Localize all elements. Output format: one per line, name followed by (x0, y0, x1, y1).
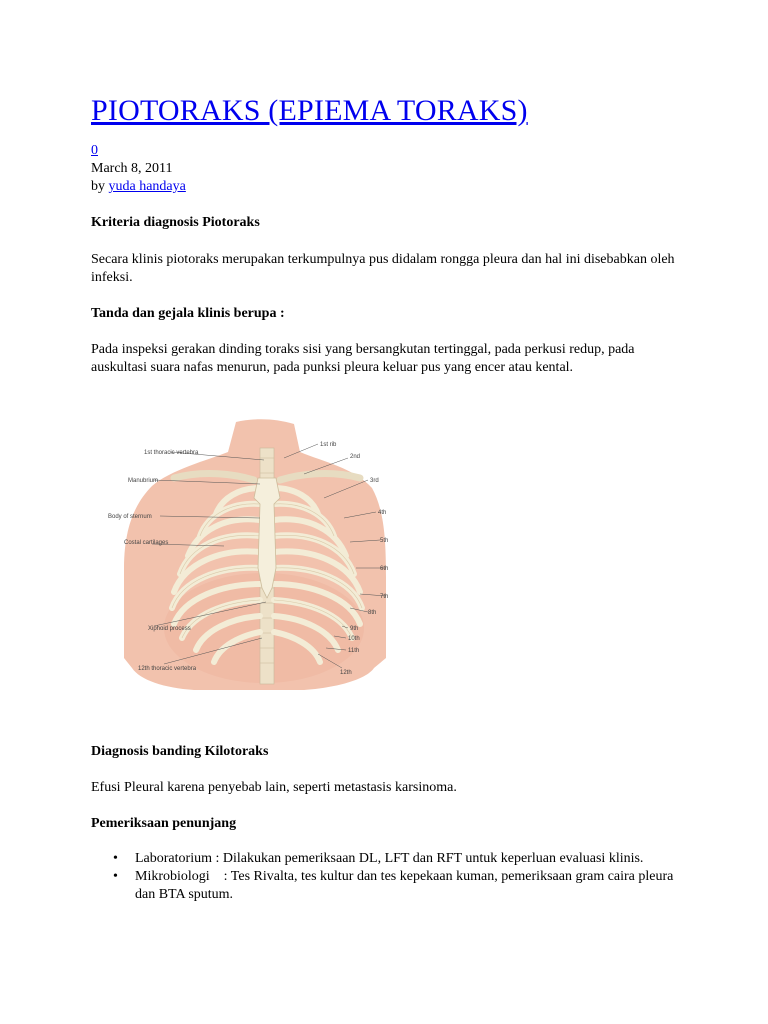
criteria-paragraph: Secara klinis piotoraks merupakan terkumpulnya pus didalam rongga pleura dan hal ini disebabkan oleh infeksi. (91, 252, 675, 285)
comments-link[interactable]: 0 (91, 143, 98, 158)
label-9th-rib: 9th (350, 626, 359, 632)
list-item-text: Mikrobiologi : Tes Rivalta, tes kultur dan tes kepekaan kuman, pemeriksaan gram caira pleura dan BTA sputum. (135, 869, 677, 902)
publish-date: March 8, 2011 (91, 161, 173, 176)
by-prefix: by (91, 179, 109, 194)
label-3rd-rib: 3rd (370, 478, 379, 484)
label-5th-rib: 5th (380, 538, 389, 544)
criteria-heading: Kriteria diagnosis Piotoraks (91, 215, 260, 230)
label-2nd-rib: 2nd (350, 454, 361, 460)
bullet-icon: • (113, 851, 118, 866)
label-12th-thoracic-vertebra: 12th thoracic vertebra (138, 666, 197, 672)
signs-heading: Tanda dan gejala klinis berupa : (91, 306, 285, 321)
bullet-icon: • (113, 869, 118, 884)
label-8th-rib: 8th (368, 610, 377, 616)
label-1st-rib: 1st rib (320, 442, 337, 448)
label-10th-rib: 10th (348, 636, 360, 642)
rib-cage-illustration (104, 418, 392, 690)
article-title[interactable]: PIOTORAKS (EPIEMA TORAKS) (91, 94, 528, 127)
label-6th-rib: 6th (380, 566, 389, 572)
label-costal-cartilages: Costal cartilages (124, 540, 169, 546)
exam-heading: Pemeriksaan penunjang (91, 816, 237, 831)
signs-paragraph: Pada inspeksi gerakan dinding toraks sisi yang bersangkutan tertinggal, pada perkusi redup, pada auskultasi suara nafas menurun, pada punksi pleura keluar pus yang encer atau kental. (91, 342, 635, 375)
label-1st-thoracic-vertebra: 1st thoracic vertebra (144, 450, 199, 456)
label-7th-rib: 7th (380, 594, 389, 600)
label-11th-rib: 11th (348, 648, 360, 654)
diff-paragraph: Efusi Pleural karena penyebab lain, seperti metastasis karsinoma. (91, 780, 457, 795)
article-meta (91, 142, 186, 196)
diff-heading: Diagnosis banding Kilotoraks (91, 744, 269, 759)
label-12th-rib: 12th (340, 670, 352, 676)
label-body-of-sternum: Body of sternum (108, 514, 152, 520)
author-link[interactable]: yuda handaya (108, 179, 186, 194)
list-item (91, 868, 691, 904)
byline (91, 178, 186, 196)
list-item-text: Laboratorium : Dilakukan pemeriksaan DL, LFT dan RFT untuk keperluan evaluasi klinis. (135, 851, 644, 866)
label-manubrium: Manubrium (128, 478, 159, 484)
label-xiphoid-process: Xiphoid process (148, 626, 191, 632)
thorax-anatomy-image (104, 418, 392, 690)
label-4th-rib: 4th (378, 510, 387, 516)
list-item (91, 850, 691, 868)
exam-list (91, 850, 691, 904)
